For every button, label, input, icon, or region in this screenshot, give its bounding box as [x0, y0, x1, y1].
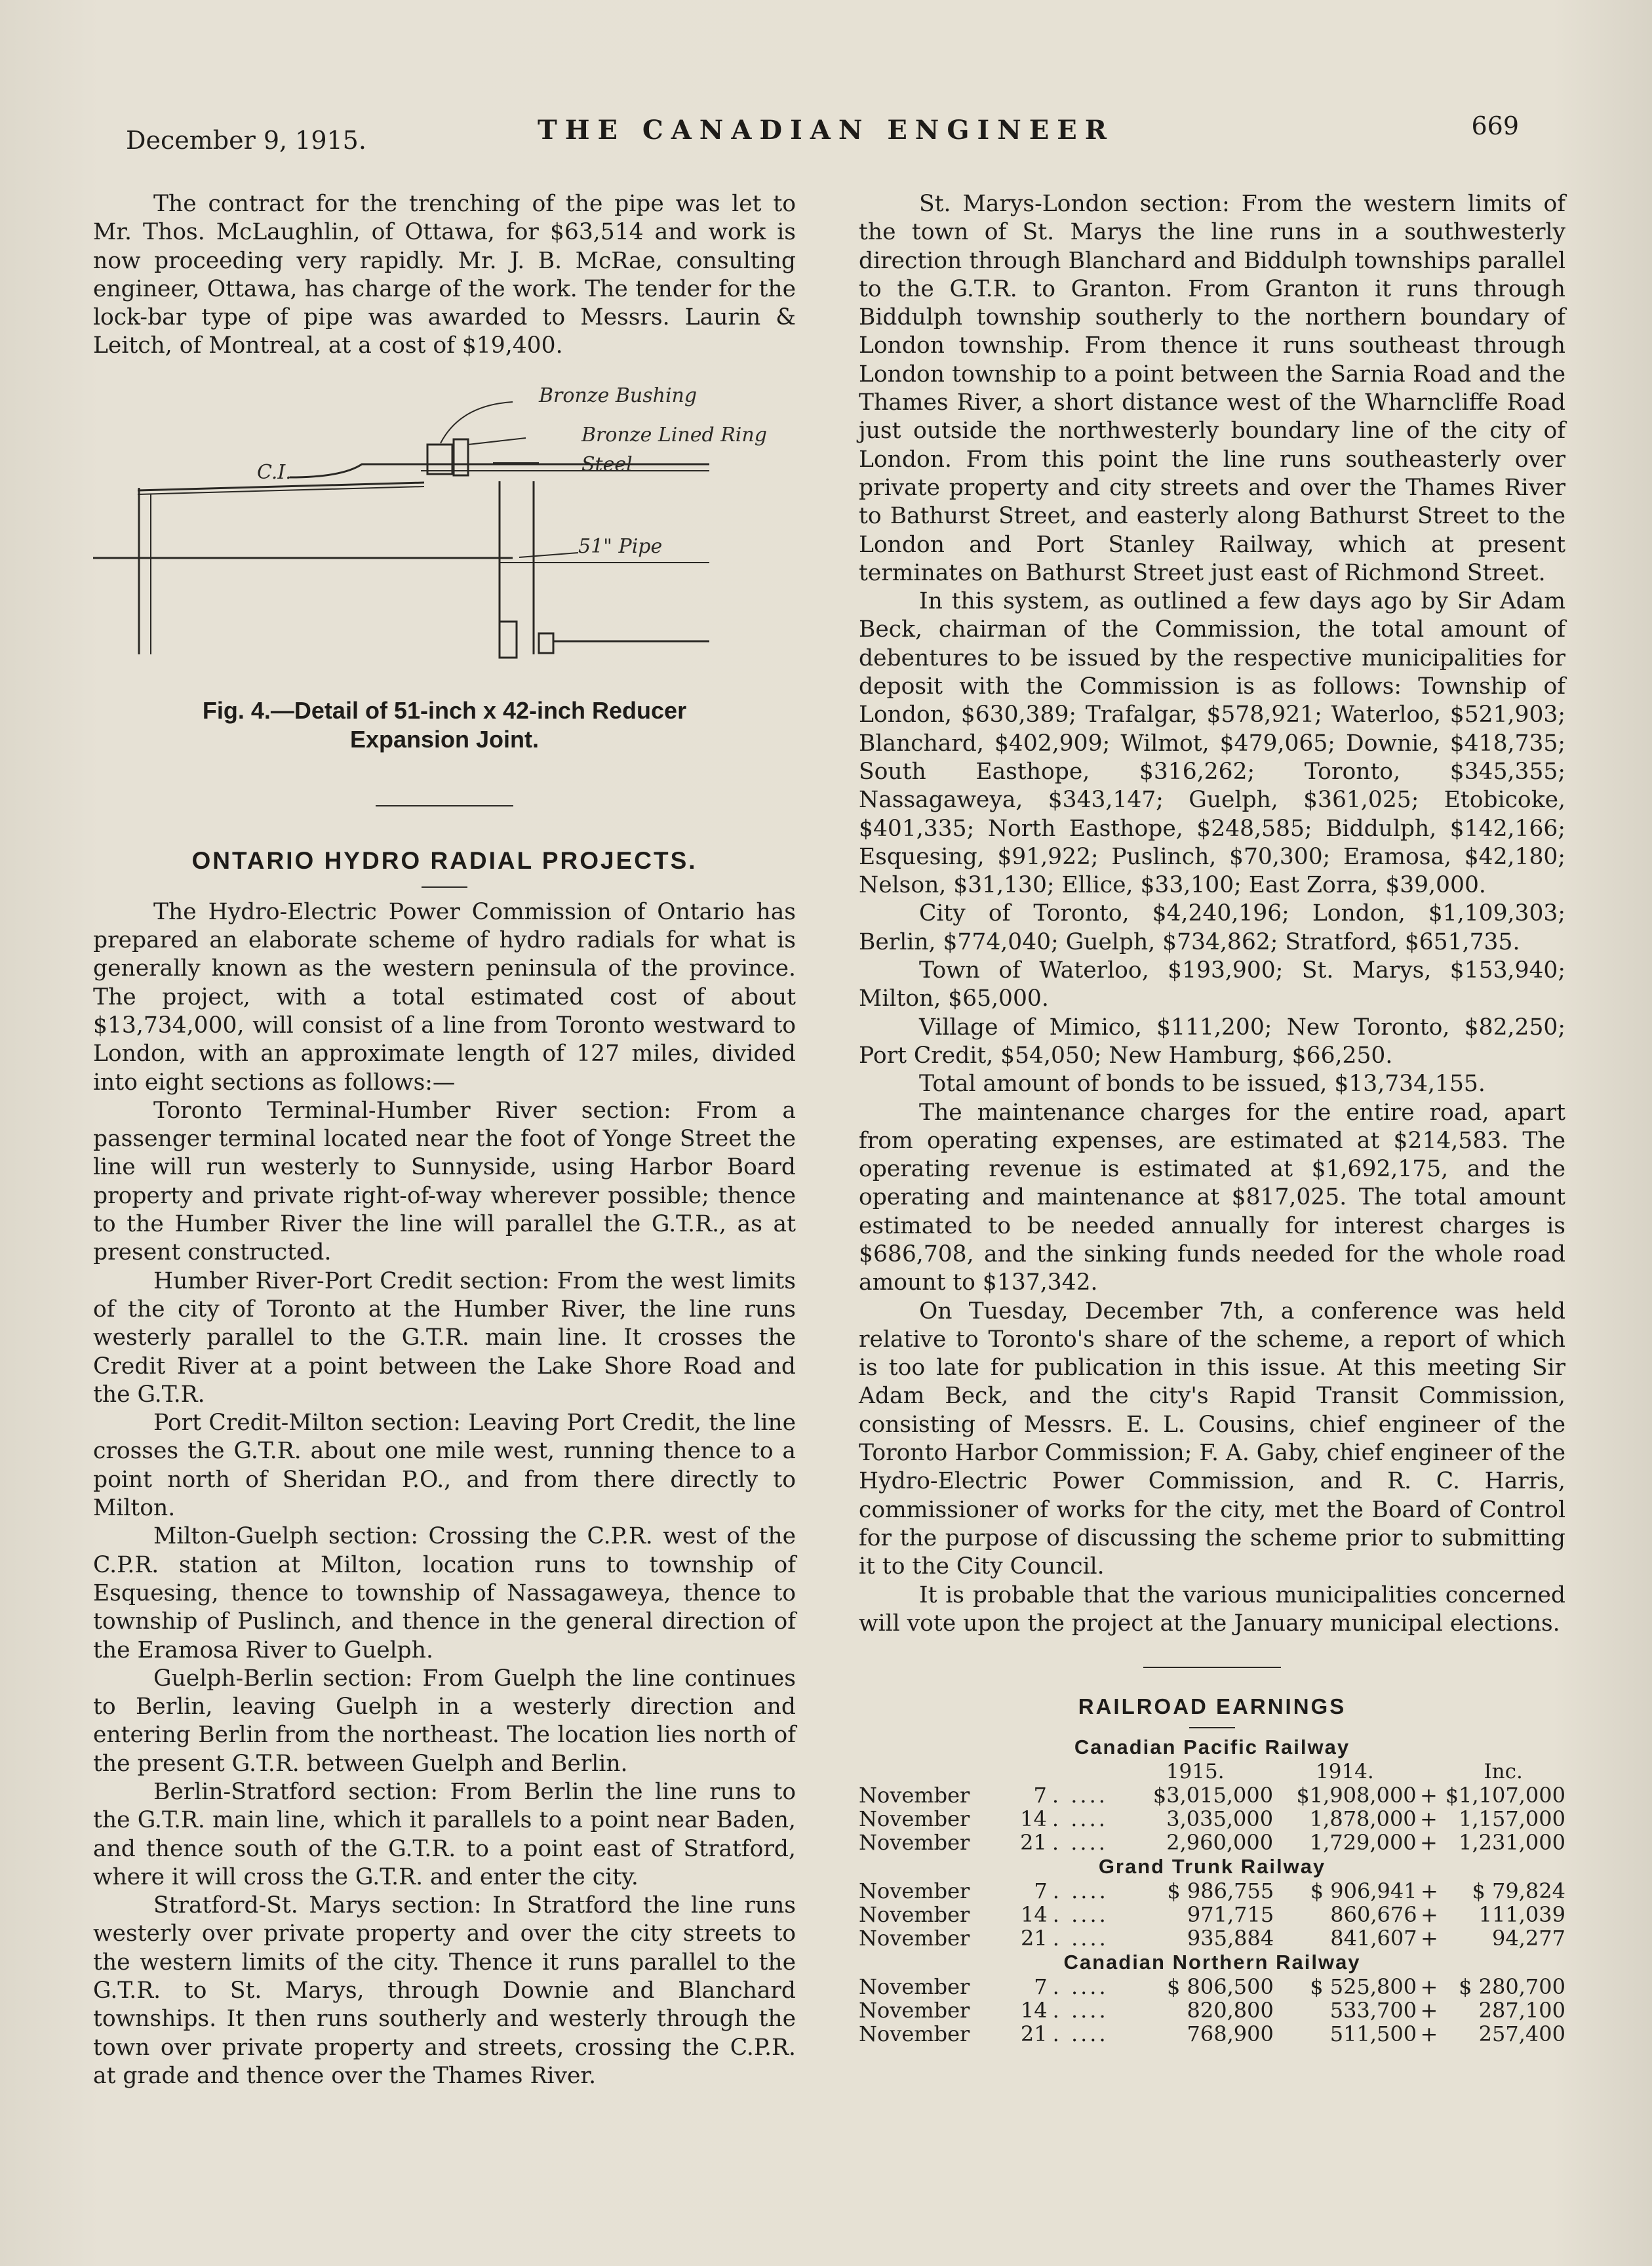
article-paragraph-6: Guelph-Berlin section: From Guelph the line continues to Berlin, leaving Guelph in a westerly direction and entering Berlin from the northeast. The location lies north of the present G.T.R. between Guelph and Berlin. [93, 1665, 796, 1777]
reducer-joint-drawing [93, 366, 796, 707]
article-paragraph-3: Humber River-Port Credit section: From the west limits of the city of Toronto at the Humber River, the line runs westerly parallel to the G.T.R. main line. It crosses the Credit River at a point between the Lake Shore Road and the G.T.R. [93, 1267, 796, 1408]
article-paragraph-1: The Hydro-Electric Power Commission of Ontario has prepared an elaborate scheme of hydro radials for what is generally known as the western peninsula of the province. The project, with a total estimated cost of about $13,734,000, will consist of a line from Toronto westward to London, with an approximate length of 127 miles, divided into eight sections as follows:— [93, 898, 796, 1096]
right-paragraph-9: It is probable that the various municipalities concerned will vote upon the project at the January municipal elections. [859, 1581, 1565, 1637]
intro-paragraph: The contract for the trenching of the pipe was let to Mr. Thos. McLaughlin, of Ottawa, for $63,514 and work is now proceeding very rapidly. Mr. J. B. McRae, consulting engineer, Ottawa, has charge of the work. The tender for the lock-bar type of pipe was awarded to Messrs. Laurin & Leitch, of Montreal, at a cost of $19,400. [93, 191, 796, 359]
page-number: 669 [1471, 111, 1519, 140]
left-column [93, 190, 796, 2090]
right-paragraph-6: Total amount of bonds to be issued, $13,734,155. [919, 1071, 1485, 1098]
railway-name: Canadian Northern Railway [1063, 1951, 1361, 1974]
table-row: November 7 . .... $3,015,000 $1,908,000 + $1,107,000 [859, 1783, 1565, 1808]
article-paragraph-5: Milton-Guelph section: Crossing the C.P.R. west of the C.P.R. station at Milton, location runs to township of Esquesing, thence to township of Nassagaweya, thence to township of Puslinch, and thence in the general direction of the Eramosa River to Guelph. [93, 1523, 796, 1663]
lower-bolt [539, 633, 553, 653]
bronze-ring [427, 445, 452, 474]
increase-header: Inc. [1484, 1760, 1523, 1784]
right-paragraph-7: The maintenance charges for the entire road, apart from operating expenses, are estimated at $214,583. The operating revenue is estimated at $1,692,175, and the operating and maintenance at $817,025. The total amount estimated to be needed annually for interest charges is $686,708, and the sinking funds needed for the whole road amount to $137,342. [859, 1099, 1565, 1296]
table-row: November 7 . .... $ 806,500 $ 525,800 + $ 280,700 [859, 1974, 1565, 2000]
gland [454, 439, 468, 475]
earnings-table-cnr [859, 1975, 1565, 2046]
reducer-joint-figure [93, 366, 796, 707]
right-paragraph-2: In this system, as outlined a few days ago by Sir Adam Beck, chairman of the Commission, the total amount of debentures to be issued by the respective municipalities for deposit with the Commission is as follows: Township of London, $630,389; Trafalgar, $578,921; Waterloo, $521,903; Blanchard, $402,909; Wilmot, $479,065; Downie, $418,735; South Easthope, $316,262; Toronto, $345,355; Nassagaweya, $343,147; Guelph, $361,025; Etobicoke, $401,335; North Easthope, $248,585; Biddulph, $142,166; Esquesing, $91,922; Puslinch, $70,300; Eramosa, $42,180; Nelson, $31,130; Ellice, $33,100; East Zorra, $39,000. [859, 588, 1565, 899]
year-1915: 1915. [1166, 1760, 1225, 1784]
earnings-table-cpr [859, 1760, 1565, 1854]
figure-caption [93, 696, 796, 754]
reducer-taper [290, 464, 421, 477]
ci-pipe-inner-line [138, 487, 424, 494]
right-paragraph-3: City of Toronto, $4,240,196; London, $1,109,303; Berlin, $774,040; Guelph, $734,862; Stratford, $651,735. [859, 900, 1565, 955]
issue-date: December 9, 1915. [126, 126, 366, 155]
railway-name: Grand Trunk Railway [1098, 1855, 1326, 1878]
article-title: ONTARIO HYDRO RADIAL PROJECTS. [191, 846, 698, 874]
table-row: November 14 . .... 820,800 533,700 + 287,100 [859, 1998, 1565, 2023]
railway-cnr [859, 1950, 1565, 2046]
article-paragraph-2: Toronto Terminal-Humber River section: From a passenger terminal located near the foot of Yonge Street the line will run westerly to Sunnyside, using Harbor Board property and private right-of-way wherever possible; thence to the Humber River the line will parallel the G.T.R., as at present constructed. [93, 1097, 796, 1266]
label-steel: Steel [581, 452, 633, 476]
right-paragraph-5: Village of Mimico, $111,200; New Toronto, $82,250; Port Credit, $54,050; New Hamburg, $66,250. [859, 1014, 1565, 1069]
article-paragraph-7: Berlin-Stratford section: From Berlin the line runs to the G.T.R. main line, which it parallels to a point near Baden, and thence south of the G.T.R. to a point east of Stratford, where it will cross the G.T.R. and enter the city. [93, 1778, 796, 1890]
right-paragraph-1: St. Marys-London section: From the western limits of the town of St. Marys the line runs in a southwesterly direction through Blanchard and Biddulph townships parallel to the G.T.R. to Granton. From Granton it runs through Biddulph township southerly to the northern boundary of London township. From thence it runs southeast through London township to a point between the Sarnia Road and the Thames River, a short distance west of the Wharncliffe Road just outside the northwesterly boundary line of the city of London. From this point the line runs southeasterly over private property and city streets and over the Thames River to Bathurst Street, and easterly along Bathurst Street to the London and Port Stanley Railway, which at present terminates on Bathurst Street just east of Richmond Street. [859, 191, 1565, 586]
right-column [859, 190, 1565, 2046]
caption-line-2: Expansion Joint. [349, 726, 540, 753]
earnings-table-gtr [859, 1879, 1565, 1950]
table-row: November 21 . .... 768,900 511,500 + 257,400 [859, 2021, 1565, 2047]
label-bronze-bushing: Bronze Bushing [539, 384, 698, 407]
lower-gland [500, 622, 517, 658]
journal-title: THE CANADIAN ENGINEER [537, 115, 1115, 146]
year-1914: 1914. [1316, 1760, 1374, 1784]
railway-gtr [859, 1854, 1565, 1950]
table-row: November 14 . .... 971,715 860,676 + 111,039 [859, 1902, 1565, 1928]
right-paragraph-4: Town of Waterloo, $193,900; St. Marys, $153,940; Milton, $65,000. [859, 957, 1565, 1012]
article-paragraph-8: Stratford-St. Marys section: In Stratford the line runs westerly over private property and over the city streets to the western limits of the city. Thence it runs parallel to the G.T.R. to St. Marys, through Downie and Blanchard townships. It then runs southerly and westerly through the town over private property and streets, crossing the C.P.R. at grade and thence over the Thames River. [93, 1892, 796, 2089]
caption-line-1: Fig. 4.—Detail of 51-inch x 42-inch Reducer [202, 697, 687, 724]
earnings-title: RAILROAD EARNINGS [1078, 1694, 1347, 1719]
article-paragraph-4: Port Credit-Milton section: Leaving Port Credit, the line crosses the G.T.R. about one mile west, running thence to a point north of Sheridan P.O., and from there directly to Milton. [93, 1410, 796, 1522]
leader-pipe [519, 553, 578, 557]
leader-bushing [441, 402, 513, 443]
label-ci: C.I. [257, 460, 292, 484]
right-paragraph-8: On Tuesday, December 7th, a conference was held relative to Toronto's share of the scheme, a report of which is too late for publication in this issue. At this meeting Sir Adam Beck, and the city's Rapid Transit Commission, consisting of Messrs. E. L. Cousins, chief engineer of the Toronto Harbor Commission; F. A. Gaby, chief engineer of the Hydro-Electric Power Commission, and R. C. Harris, commissioner of works for the city, met the Board of Control for the purpose of discussing the scheme prior to submitting it to the City Council. [859, 1298, 1565, 1580]
label-bronze-lined-ring: Bronze Lined Ring [581, 423, 767, 447]
leader-ring [468, 438, 526, 445]
table-row: November 14 . .... 3,035,000 1,878,000 + 1,157,000 [859, 1806, 1565, 1832]
table-row: November 21 . .... 2,960,000 1,729,000 + 1,231,000 [859, 1830, 1565, 1856]
label-pipe: 51" Pipe [578, 534, 663, 558]
table-row: November 7 . .... $ 986,755 $ 906,941 + $ 79,824 [859, 1878, 1565, 1904]
running-head [0, 111, 1652, 164]
railway-name: Canadian Pacific Railway [1074, 1736, 1350, 1759]
table-row: November 21 . .... 935,884 841,607 + 94,277 [859, 1926, 1565, 1951]
year-header-row [859, 1760, 1565, 1783]
railway-cpr [859, 1735, 1565, 1854]
